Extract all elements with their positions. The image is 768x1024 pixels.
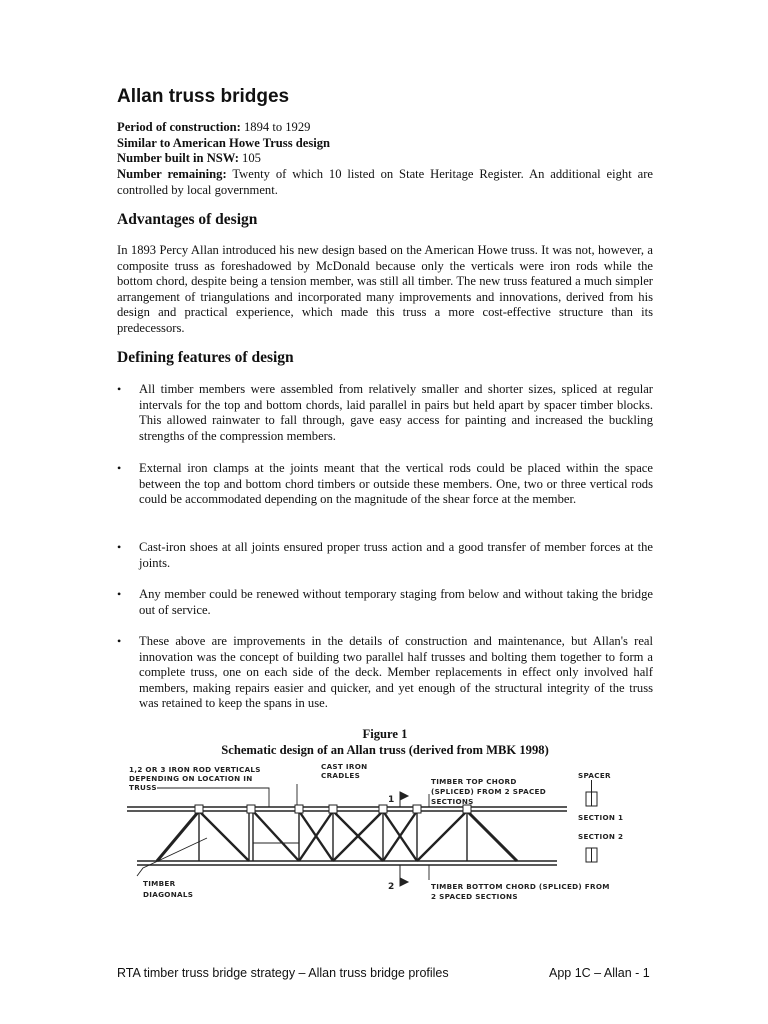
end-post (467, 811, 517, 861)
cast-iron-cradle (295, 805, 303, 813)
cast-iron-cradle (247, 805, 255, 813)
cast-iron-cradle (413, 805, 421, 813)
figure-title (117, 726, 653, 758)
period-value: 1894 to 1929 (243, 120, 311, 134)
feature-text: All timber members were assembled from relatively smaller and shorter sizes, spliced at regular intervals for the top and bottom chords, laid parallel in pairs but held apart by spacer timber blocks. This allowed rainwater to fall through, gave easy access for painting and increased the buckling strengths of the compression members. (139, 382, 653, 443)
built-value: 105 (242, 151, 261, 166)
features-heading: Defining features of design (117, 349, 294, 366)
section-arrow (400, 878, 408, 886)
section2-label: SECTION 2 (578, 832, 624, 841)
section-arrow (400, 792, 408, 800)
cast-iron-cradle (195, 805, 203, 813)
cast-iron-cradle (463, 805, 471, 813)
top-chord-label-1: TIMBER TOP CHORD (431, 777, 517, 786)
timber-diagonal (199, 811, 249, 861)
bottom-chord-label-2: 2 SPACED SECTIONS (431, 892, 518, 901)
feature-text: External iron clamps at the joints meant that the vertical rods could be placed within the space between the top and bottom chord timbers or outside these members. One, two or three vertical rods could be accommodated depending on the magnitude of the shear force at the member. (139, 461, 653, 507)
feature-bullet (117, 540, 653, 571)
bullet-marker: • (117, 634, 122, 648)
feature-text: These above are improvements in the details of construction and maintenance, but Allan's real innovation was the concept of building two parallel half trusses and bolting them together to form a complete truss, one on each side of the deck. Member replacements in effect only involved half members, making repairs easier and quicker, and yet enough of the structural integrity of the truss was retained to keep the spans in use. (139, 634, 653, 711)
built-row (117, 151, 653, 167)
bullet-marker: • (117, 587, 122, 601)
rods-label-3: TRUSS (129, 783, 157, 792)
bullet-marker: • (117, 382, 122, 396)
feature-bullet (117, 461, 653, 508)
rods-label-2: DEPENDING ON LOCATION IN (129, 774, 253, 783)
top-chord-label-2: (SPLICED) FROM 2 SPACED (431, 787, 547, 796)
feature-bullet (117, 382, 653, 444)
similar-row (117, 136, 653, 152)
bridge-meta (117, 120, 653, 199)
timber-diagonal (417, 811, 467, 861)
diagonals-label-2: DIAGONALS (143, 890, 194, 899)
section-mark-1: 1 (388, 795, 395, 805)
allan-truss-diagram (117, 758, 657, 908)
remaining-value: Twenty of which 10 listed on State Heritage Register. An additional eight are controlled by local government. (117, 167, 654, 197)
spacer-label: SPACER (578, 771, 611, 780)
remaining-row (117, 167, 653, 198)
advantages-heading: Advantages of design (117, 211, 258, 228)
truss-drawing (127, 805, 567, 865)
section1-label: SECTION 1 (578, 813, 624, 822)
section-mark-2: 2 (388, 882, 395, 892)
period-label: Period of construction: (117, 120, 241, 134)
leader-line (157, 788, 269, 807)
figure-caption: Schematic design of an Allan truss (derived from MBK 1998) (221, 743, 549, 757)
page-title: Allan truss bridges (117, 86, 290, 107)
timber-diagonal (253, 811, 299, 861)
figure-number: Figure 1 (362, 727, 408, 741)
end-post (157, 811, 199, 861)
bottom-chord-label-1: TIMBER BOTTOM CHORD (SPLICED) FROM (431, 882, 610, 891)
feature-bullet (117, 587, 653, 618)
similar-label: Similar to American Howe Truss design (117, 135, 331, 150)
diagonals-label-1: TIMBER (143, 879, 176, 888)
footer-left: RTA timber truss bridge strategy – Allan truss bridge profiles (117, 966, 449, 980)
built-label: Number built in NSW: (117, 151, 239, 166)
cast-iron-cradle (329, 805, 337, 813)
feature-text: Any member could be renewed without temporary staging from below and without taking the bridge out of service. (139, 587, 653, 617)
remaining-label: Number remaining: (117, 167, 227, 182)
period-row (117, 120, 653, 136)
cradles-label-2: CRADLES (321, 771, 361, 780)
footer-right: App 1C – Allan - 1 (549, 966, 650, 980)
advantages-paragraph: In 1893 Percy Allan introduced his new design based on the American Howe truss. It was not, however, a composite truss as foreshadowed by McDonald because only the verticals were iron rods while the bottom chord, despite being a tension member, was still all timber. The new truss featured a much simpler arrangement of triangulations and incorporated many improvements and innovations, derived from his design and practical experience, which made this truss a more cost-effective structure than its predecessors. (117, 243, 653, 335)
feature-text: Cast-iron shoes at all joints ensured proper truss action and a good transfer of member forces at the joints. (139, 540, 653, 570)
top-chord-label-3: SECTIONS (431, 797, 474, 806)
cradles-label-1: CAST IRON (321, 762, 368, 771)
cast-iron-cradle (379, 805, 387, 813)
bullet-marker: • (117, 540, 122, 554)
bullet-marker: • (117, 461, 122, 475)
feature-bullet (117, 634, 653, 712)
rods-label-1: 1,2 OR 3 IRON ROD VERTICALS (129, 765, 261, 774)
